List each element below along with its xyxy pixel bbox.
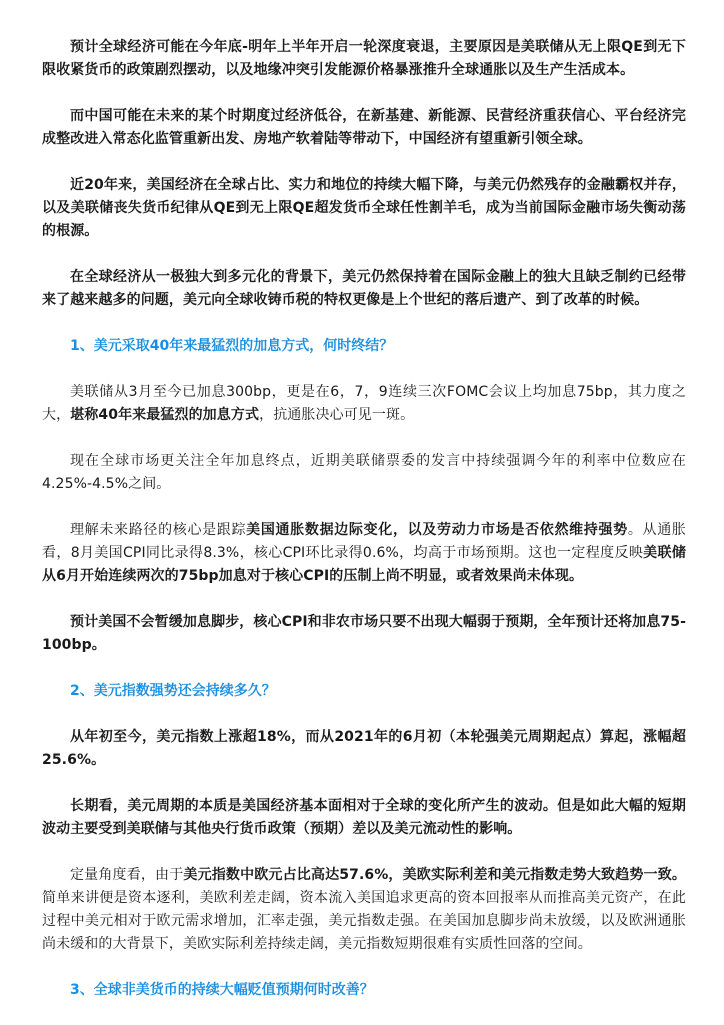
paragraph-china-outlook: 而中国可能在未来的某个时期度过经济低谷，在新基建、新能源、民营经济重获信心、平台经济完成整改进入常态化监管重新出发、房地产软着陆等带动下，中国经济有望重新引领全球。 (42, 108, 686, 147)
section-heading-non-usd-currencies: 3、全球非美货币的持续大幅贬值预期何时改善？ (70, 982, 374, 998)
paragraph-dollar-hegemony: 在全球经济从一极独大到多元化的背景下，美元仍然保持着在国际金融上的独大且缺乏制约已经带来了越来越多的问题，美元向全球收铸币税的特权更像是上个世纪的落后遗产、到了改革的时候。 (42, 269, 686, 308)
paragraph-rate-endpoint: 现在全球市场更关注全年加息终点，近期美联储票委的发言中持续强调今年的利率中位数应在4.25%-4.5%之间。 (42, 453, 686, 492)
text-run: ，抗通胀决心可见一斑。 (259, 407, 415, 423)
section-heading-rate-hikes: 1、美元采取40年来最猛烈的加息方式，何时终结？ (70, 338, 394, 354)
paragraph-dollar-index-gain: 从年初至今，美元指数上涨超18%，而从2021年的6月初（本轮强美元周期起点）算起，涨幅超25.6%。 (42, 729, 686, 768)
text-run: 定量角度看，由于 (70, 867, 184, 883)
paragraph-fed-hikes (42, 381, 686, 427)
paragraph-us-decline: 近20年来，美国经济在全球占比、实力和地位的持续大幅下降，与美元仍然残存的金融霸权并存，以及美联储丧失货币纪律从QE到无上限QE超发货币全球任性割羊毛，成为当前国际金融市场失衡动荡的根源。 (42, 177, 686, 239)
article-body (42, 36, 686, 1025)
text-run: 美联储从3月至今已加息300bp，更是在6，7，9连续三次FOMC会议上均加息75bp，其力度之大， (42, 384, 686, 423)
bold-text-run: 美元指数中欧元占比高达57.6%，美欧实际利差和美元指数走势大致趋势一致。 (183, 867, 686, 883)
text-run: 。从通胀看，8月美国CPI同比录得8.3%，核心CPI环比录得0.6%，均高于市场预期。这也一定程度反映 (42, 522, 686, 561)
bold-text-run: 美联储从6月开始连续两次的75bp加息对于核心CPI的压制上尚不明显，或者效果尚未体现。 (42, 545, 686, 584)
bold-text-run: 美国通胀数据边际变化，以及劳动力市场是否依然维持强势 (246, 522, 628, 538)
section-heading-dollar-index: 2、美元指数强势还会持续多久？ (70, 683, 276, 699)
paragraph-hike-forecast: 预计美国不会暂缓加息脚步，核心CPI和非农市场只要不出现大幅弱于预期，全年预计还将加息75-100bp。 (42, 614, 686, 653)
paragraph-inflation-tracking (42, 519, 686, 588)
text-run: 理解未来路径的核心是跟踪 (70, 522, 247, 538)
bold-text-run: 堪称40年来最猛烈的加息方式 (70, 407, 260, 423)
paragraph-global-recession: 预计全球经济可能在今年底-明年上半年开启一轮深度衰退，主要原因是美联储从无上限QE到无下限收紧货币的政策剧烈摆动，以及地缘冲突引发能源价格暴涨推升全球通胀以及生产生活成本。 (42, 39, 686, 78)
paragraph-dollar-cycle: 长期看，美元周期的本质是美国经济基本面相对于全球的变化所产生的波动。但是如此大幅的短期波动主要受到美联储与其他央行货币政策（预期）差以及美元流动性的影响。 (42, 798, 686, 837)
paragraph-quantitative-view (42, 864, 686, 956)
text-run: 简单来讲便是资本逐利，美欧利差走阔，资本流入美国追求更高的资本回报率从而推高美元资产，在此过程中美元相对于欧元需求增加，汇率走强，美元指数走强。在美国加息脚步尚未放缓，以及欧洲通胀尚未缓和的大背景下，美欧实际利差持续走阔，美元指数短期很难有实质性回落的空间。 (42, 890, 686, 952)
